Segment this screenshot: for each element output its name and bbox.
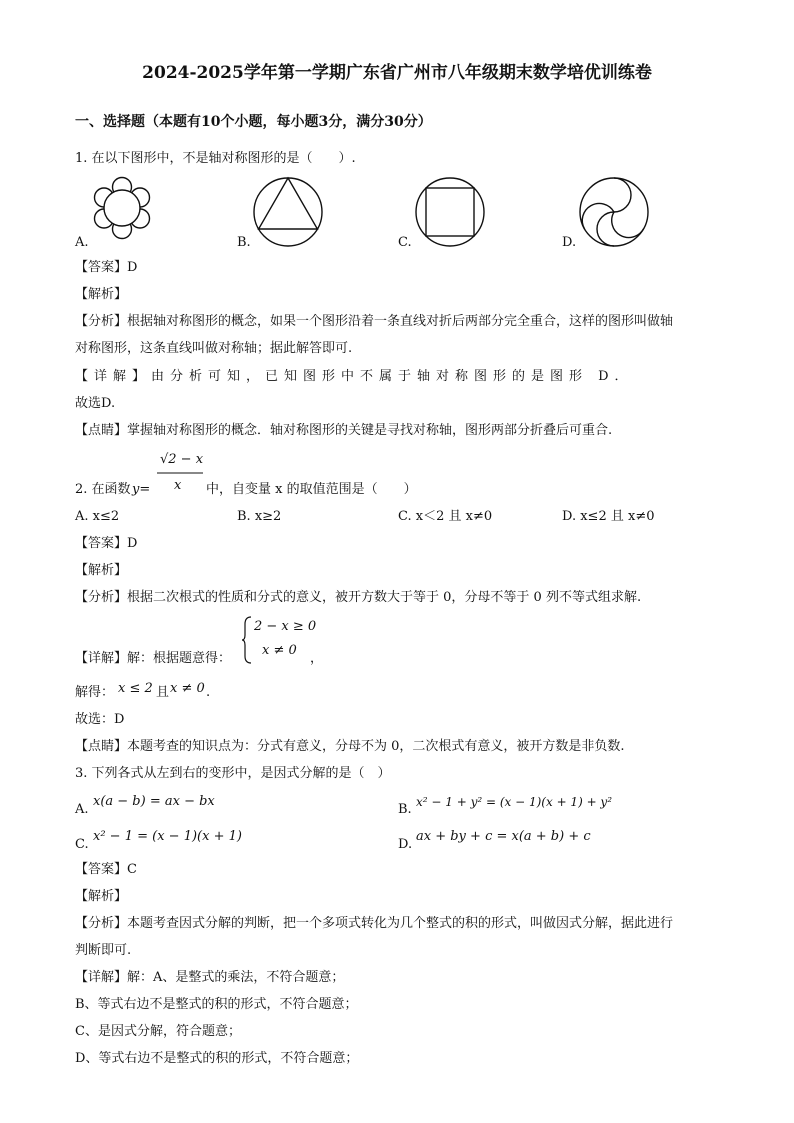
q2-func-numerator: √2 − x [160, 452, 204, 467]
q2-system-comma: ， [310, 651, 324, 666]
q2-func-denominator: x [174, 478, 182, 493]
q2-jiede-math2: x ≠ 0 [170, 681, 205, 696]
q1-xiangjie-line2: 故选D. [75, 396, 116, 411]
q1-option-a-label: A. [75, 235, 89, 250]
q3-option-b: x² − 1 + y² = (x − 1)(x + 1) + y² [416, 795, 613, 809]
page-title: 2024-2025学年第一学期广东省广州市八年级期末数学培优训练卷 [142, 63, 652, 83]
section-heading: 一、选择题（本题有10个小题，每小题3分，满分30分） [75, 114, 432, 130]
figure-b-triangle-in-circle [252, 176, 324, 248]
figure-d-triple-swirl [578, 176, 650, 248]
q3-xiangjie: 【详解】解：A、是整式的乘法，不符合题意； [75, 970, 345, 985]
q2-option-d: D. x≤2 且 x≠0 [562, 509, 655, 524]
q1-xiangjie-text: 【详解】由分析可知，已知图形中不属于轴对称图形的是图形 D． [75, 369, 634, 384]
q3-line-d: D、等式右边不是整式的积的形式，不符合题意； [75, 1051, 359, 1066]
q1-xiangjie-line1 [75, 368, 719, 386]
q3-option-d: ax + by + c = x(a + b) + c [416, 829, 591, 844]
q3-option-c: x² − 1 = (x − 1)(x + 1) [93, 829, 242, 844]
q2-jiede-and: 且 [156, 685, 170, 700]
q2-option-c: C. x＜2 且 x≠0 [398, 509, 493, 524]
q3-jiexi: 【解析】 [75, 889, 128, 904]
q1-dianjing: 【点睛】掌握轴对称图形的概念．轴对称图形的关键是寻找对称轴，图形两部分折叠后可重合. [75, 423, 613, 438]
q2-stem-prefix: 2. 在函数 [75, 482, 131, 497]
q1-option-d-label: D. [562, 235, 577, 250]
q2-func-y: y= [132, 482, 151, 497]
q1-jiexi: 【解析】 [75, 287, 128, 302]
q2-stem-suffix: 中，自变量 x 的取值范围是（ ） [206, 482, 417, 497]
q3-option-d-label: D. [398, 837, 413, 852]
q2-dianjing: 【点睛】本题考查的知识点为：分式有意义，分母不为 0，二次根式有意义，被开方数是非负数. [75, 739, 625, 754]
q2-jiede-math1: x ≤ 2 [118, 681, 153, 696]
q2-jiede-label: 解得： [75, 685, 115, 700]
q2-option-b: B. x≥2 [237, 509, 282, 524]
figure-a-flower [90, 176, 154, 240]
q1-fenxi-line1: 【分析】根据轴对称图形的概念，如果一个图形沿着一条直线对折后两部分完全重合，这样的图形叫做轴 [75, 314, 674, 329]
q2-option-a: A. x≤2 [75, 509, 120, 524]
q3-option-a-label: A. [75, 802, 89, 817]
q3-line-c: C、是因式分解，符合题意； [75, 1024, 241, 1039]
q2-xiangjie-label: 【详解】解：根据题意得： [75, 651, 232, 666]
q1-option-c-label: C. [398, 235, 412, 250]
q3-option-b-label: B. [398, 802, 412, 817]
figure-c-square-in-circle [414, 176, 486, 248]
q1-fenxi-line2: 对称图形，这条直线叫做对称轴；据此解答即可. [75, 341, 353, 356]
q3-fenxi-line2: 判断即可. [75, 943, 132, 958]
q2-fraction-bar [157, 471, 203, 475]
q1-stem: 1. 在以下图形中，不是轴对称图形的是（ ）. [75, 151, 356, 166]
q3-fenxi-line1: 【分析】本题考查因式分解的判断，把一个多项式转化为几个整式的积的形式，叫做因式分解，据此进行 [75, 916, 674, 931]
q3-answer: 【答案】C [75, 862, 137, 877]
q2-answer: 【答案】D [75, 536, 138, 551]
q2-jiexi: 【解析】 [75, 563, 128, 578]
q3-stem: 3. 下列各式从左到右的变形中，是因式分解的是（ ） [75, 766, 391, 781]
q3-option-a: x(a − b) = ax − bx [93, 794, 215, 809]
q2-system-line1: 2 − x ≥ 0 [254, 619, 317, 634]
q2-guxuan: 故选：D [75, 712, 125, 727]
q2-jiede-end: . [206, 685, 211, 700]
q1-answer: 【答案】D [75, 260, 138, 275]
q3-line-b: B、等式右边不是整式的积的形式，不符合题意； [75, 997, 358, 1012]
q3-option-c-label: C. [75, 837, 89, 852]
q2-fenxi: 【分析】根据二次根式的性质和分式的意义，被开方数大于等于 0，分母不等于 0 列不等式组求解. [75, 590, 642, 605]
q2-system-line2: x ≠ 0 [262, 643, 297, 658]
q1-option-b-label: B. [237, 235, 251, 250]
q2-system-brace [241, 616, 253, 664]
